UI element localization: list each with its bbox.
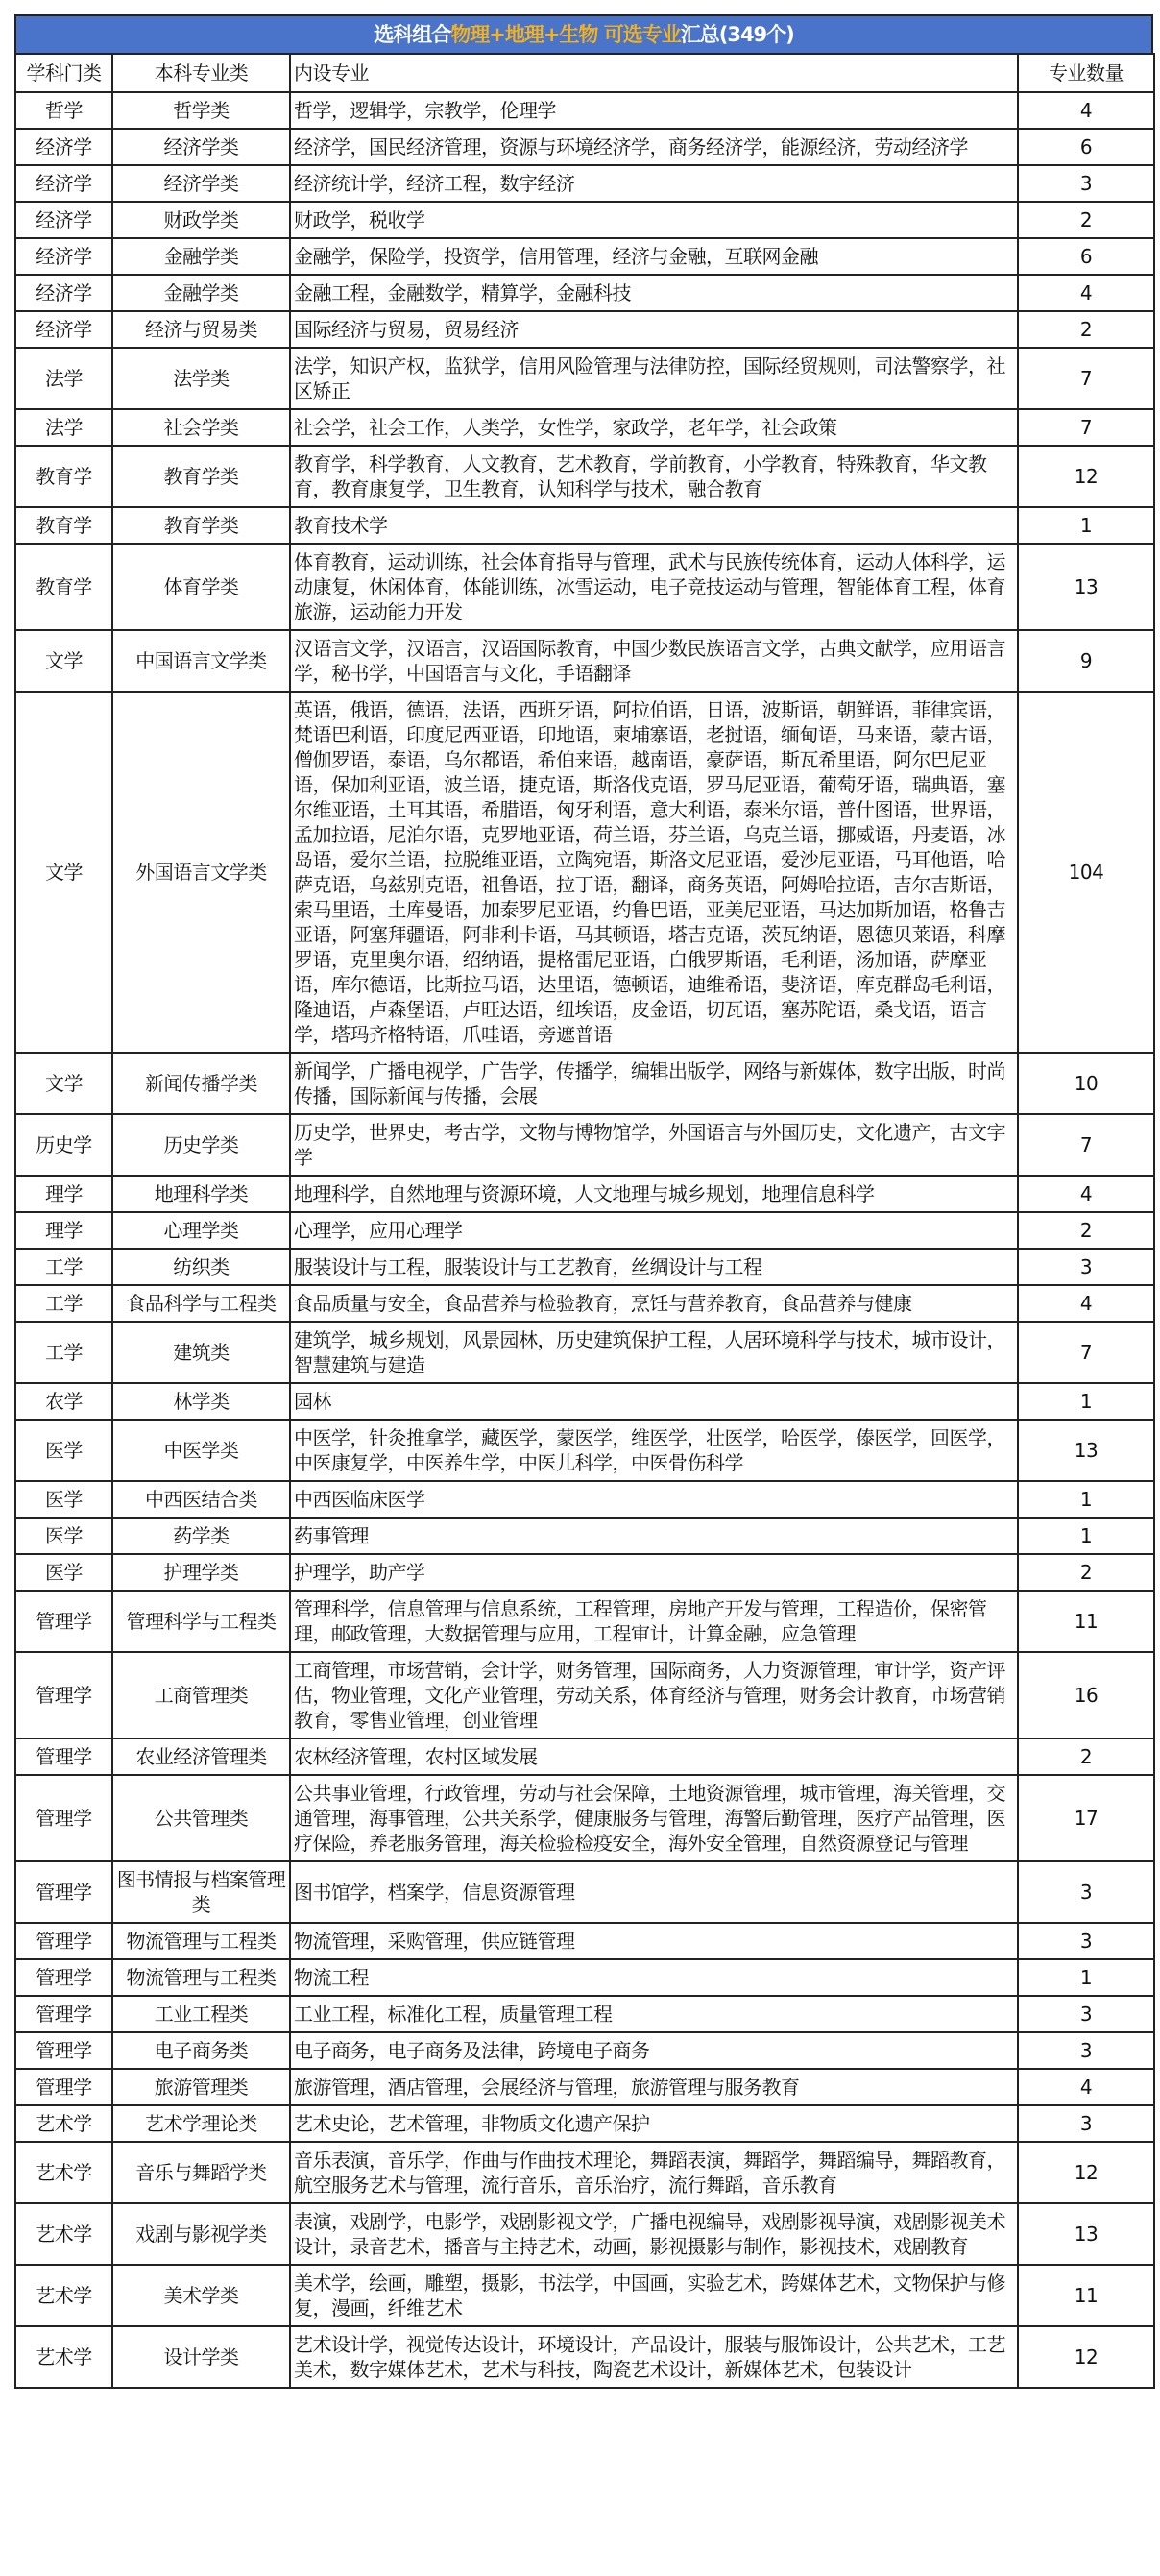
major-class-cell: 工商管理类 <box>112 1652 290 1738</box>
majors-cell: 工商管理，市场营销，会计学，财务管理，国际商务，人力资源管理，审计学，资产评估，物业管理，文化产业管理，劳动关系，体育经济与管理，财务会计教育，市场营销教育，零售业管理，创业管理 <box>290 1652 1018 1738</box>
discipline-cell: 管理学 <box>15 1861 112 1923</box>
discipline-cell: 管理学 <box>15 1775 112 1861</box>
discipline-cell: 医学 <box>15 1481 112 1518</box>
major-class-cell: 法学类 <box>112 348 290 409</box>
discipline-cell: 工学 <box>15 1322 112 1383</box>
header-discipline: 学科门类 <box>15 54 112 92</box>
discipline-cell: 管理学 <box>15 1996 112 2032</box>
count-cell: 13 <box>1018 544 1154 630</box>
header-majors: 内设专业 <box>290 54 1018 92</box>
count-cell: 1 <box>1018 1481 1154 1518</box>
table-row <box>15 165 1154 202</box>
discipline-cell: 文学 <box>15 692 112 1053</box>
count-cell: 2 <box>1018 1738 1154 1775</box>
discipline-cell: 文学 <box>15 1053 112 1114</box>
majors-cell: 中西医临床医学 <box>290 1481 1018 1518</box>
majors-cell: 工业工程，标准化工程，质量管理工程 <box>290 1996 1018 2032</box>
discipline-cell: 哲学 <box>15 92 112 129</box>
table-row <box>15 2032 1154 2069</box>
table-row <box>15 1481 1154 1518</box>
count-cell: 11 <box>1018 2265 1154 2326</box>
discipline-cell: 经济学 <box>15 165 112 202</box>
count-cell: 7 <box>1018 1322 1154 1383</box>
table-row <box>15 1420 1154 1481</box>
major-class-cell: 管理科学与工程类 <box>112 1591 290 1652</box>
major-class-cell: 外国语言文学类 <box>112 692 290 1053</box>
major-class-cell: 财政学类 <box>112 202 290 238</box>
count-cell: 13 <box>1018 2203 1154 2265</box>
title-suffix: 汇总(349个) <box>680 23 794 46</box>
table-row <box>15 1738 1154 1775</box>
table-row <box>15 1322 1154 1383</box>
majors-cell: 体育教育，运动训练，社会体育指导与管理，武术与民族传统体育，运动人体科学，运动康复，休闲体育，体能训练，冰雪运动，电子竞技运动与管理，智能体育工程，体育旅游，运动能力开发 <box>290 544 1018 630</box>
count-cell: 7 <box>1018 409 1154 446</box>
major-class-cell: 农业经济管理类 <box>112 1738 290 1775</box>
majors-summary-sheet <box>14 14 1153 2389</box>
discipline-cell: 医学 <box>15 1554 112 1591</box>
table-row <box>15 2203 1154 2265</box>
table-row <box>15 2069 1154 2105</box>
major-class-cell: 戏剧与影视学类 <box>112 2203 290 2265</box>
count-cell: 3 <box>1018 1996 1154 2032</box>
major-class-cell: 经济学类 <box>112 129 290 165</box>
table-row <box>15 2326 1154 2388</box>
discipline-cell: 管理学 <box>15 1923 112 1959</box>
discipline-cell: 艺术学 <box>15 2203 112 2265</box>
count-cell: 7 <box>1018 1114 1154 1176</box>
majors-cell: 园林 <box>290 1383 1018 1420</box>
count-cell: 3 <box>1018 1923 1154 1959</box>
title-prefix: 选科组合 <box>374 23 451 46</box>
discipline-cell: 艺术学 <box>15 2326 112 2388</box>
table-row <box>15 348 1154 409</box>
count-cell: 6 <box>1018 238 1154 275</box>
major-class-cell: 护理学类 <box>112 1554 290 1591</box>
discipline-cell: 经济学 <box>15 202 112 238</box>
count-cell: 6 <box>1018 129 1154 165</box>
count-cell: 1 <box>1018 1383 1154 1420</box>
count-cell: 4 <box>1018 1176 1154 1212</box>
table-row <box>15 275 1154 311</box>
discipline-cell: 管理学 <box>15 1591 112 1652</box>
discipline-cell: 艺术学 <box>15 2142 112 2203</box>
major-class-cell: 经济学类 <box>112 165 290 202</box>
major-class-cell: 金融学类 <box>112 238 290 275</box>
major-class-cell: 纺织类 <box>112 1249 290 1285</box>
majors-cell: 美术学，绘画，雕塑，摄影，书法学，中国画，实验艺术，跨媒体艺术，文物保护与修复，漫画，纤维艺术 <box>290 2265 1018 2326</box>
major-class-cell: 经济与贸易类 <box>112 311 290 348</box>
table-row <box>15 446 1154 507</box>
count-cell: 1 <box>1018 1518 1154 1554</box>
count-cell: 13 <box>1018 1420 1154 1481</box>
table-row <box>15 1554 1154 1591</box>
major-class-cell: 艺术学理论类 <box>112 2105 290 2142</box>
table-row <box>15 2142 1154 2203</box>
major-class-cell: 教育学类 <box>112 507 290 544</box>
discipline-cell: 医学 <box>15 1518 112 1554</box>
count-cell: 2 <box>1018 1554 1154 1591</box>
majors-cell: 电子商务，电子商务及法律，跨境电子商务 <box>290 2032 1018 2069</box>
majors-cell: 管理科学，信息管理与信息系统，工程管理，房地产开发与管理，工程造价，保密管理，邮政管理，大数据管理与应用，工程审计，计算金融，应急管理 <box>290 1591 1018 1652</box>
count-cell: 1 <box>1018 1959 1154 1996</box>
major-class-cell: 电子商务类 <box>112 2032 290 2069</box>
table-row <box>15 1176 1154 1212</box>
table-row <box>15 544 1154 630</box>
majors-cell: 旅游管理，酒店管理，会展经济与管理，旅游管理与服务教育 <box>290 2069 1018 2105</box>
count-cell: 4 <box>1018 2069 1154 2105</box>
major-class-cell: 社会学类 <box>112 409 290 446</box>
majors-cell: 经济统计学，经济工程，数字经济 <box>290 165 1018 202</box>
major-class-cell: 金融学类 <box>112 275 290 311</box>
table-row <box>15 129 1154 165</box>
majors-cell: 国际经济与贸易，贸易经济 <box>290 311 1018 348</box>
table-row <box>15 92 1154 129</box>
discipline-cell: 管理学 <box>15 2069 112 2105</box>
majors-cell: 金融学，保险学，投资学，信用管理，经济与金融，互联网金融 <box>290 238 1018 275</box>
table-row <box>15 1518 1154 1554</box>
majors-cell: 物流管理，采购管理，供应链管理 <box>290 1923 1018 1959</box>
discipline-cell: 经济学 <box>15 275 112 311</box>
count-cell: 12 <box>1018 2326 1154 2388</box>
discipline-cell: 管理学 <box>15 1738 112 1775</box>
count-cell: 16 <box>1018 1652 1154 1738</box>
discipline-cell: 理学 <box>15 1176 112 1212</box>
count-cell: 3 <box>1018 165 1154 202</box>
discipline-cell: 理学 <box>15 1212 112 1249</box>
count-cell: 1 <box>1018 507 1154 544</box>
major-class-cell: 音乐与舞蹈学类 <box>112 2142 290 2203</box>
majors-cell: 社会学，社会工作，人类学，女性学，家政学，老年学，社会政策 <box>290 409 1018 446</box>
discipline-cell: 法学 <box>15 348 112 409</box>
discipline-cell: 教育学 <box>15 544 112 630</box>
table-row <box>15 1383 1154 1420</box>
count-cell: 104 <box>1018 692 1154 1053</box>
count-cell: 9 <box>1018 630 1154 692</box>
table-row <box>15 1861 1154 1923</box>
table-row <box>15 1114 1154 1176</box>
count-cell: 10 <box>1018 1053 1154 1114</box>
majors-cell: 公共事业管理，行政管理，劳动与社会保障，土地资源管理，城市管理，海关管理，交通管理，海事管理，公共关系学，健康服务与管理，海警后勤管理，医疗产品管理，医疗保险，养老服务管理，海关检验检疫安全，海外安全管理，自然资源登记与管理 <box>290 1775 1018 1861</box>
table-row <box>15 1212 1154 1249</box>
major-class-cell: 药学类 <box>112 1518 290 1554</box>
majors-cell: 食品质量与安全，食品营养与检验教育，烹饪与营养教育，食品营养与健康 <box>290 1285 1018 1322</box>
discipline-cell: 历史学 <box>15 1114 112 1176</box>
majors-cell: 护理学，助产学 <box>290 1554 1018 1591</box>
discipline-cell: 法学 <box>15 409 112 446</box>
table-row <box>15 1923 1154 1959</box>
discipline-cell: 医学 <box>15 1420 112 1481</box>
major-class-cell: 哲学类 <box>112 92 290 129</box>
table-title <box>14 14 1153 53</box>
majors-cell: 地理科学，自然地理与资源环境，人文地理与城乡规划，地理信息科学 <box>290 1176 1018 1212</box>
majors-cell: 汉语言文学，汉语言，汉语国际教育，中国少数民族语言文学，古典文献学，应用语言学，秘书学，中国语言与文化，手语翻译 <box>290 630 1018 692</box>
table-row <box>15 1591 1154 1652</box>
count-cell: 12 <box>1018 2142 1154 2203</box>
major-class-cell: 物流管理与工程类 <box>112 1959 290 1996</box>
table-row <box>15 1996 1154 2032</box>
major-class-cell: 体育学类 <box>112 544 290 630</box>
discipline-cell: 艺术学 <box>15 2265 112 2326</box>
table-row <box>15 1959 1154 1996</box>
table-row <box>15 1652 1154 1738</box>
count-cell: 2 <box>1018 311 1154 348</box>
major-class-cell: 教育学类 <box>112 446 290 507</box>
discipline-cell: 经济学 <box>15 129 112 165</box>
major-class-cell: 图书情报与档案管理类 <box>112 1861 290 1923</box>
major-class-cell: 历史学类 <box>112 1114 290 1176</box>
table-row <box>15 1775 1154 1861</box>
table-row <box>15 1285 1154 1322</box>
table-row <box>15 507 1154 544</box>
majors-cell: 教育技术学 <box>290 507 1018 544</box>
count-cell: 3 <box>1018 2032 1154 2069</box>
count-cell: 4 <box>1018 275 1154 311</box>
majors-cell: 物流工程 <box>290 1959 1018 1996</box>
header-row <box>15 54 1154 92</box>
majors-cell: 教育学，科学教育，人文教育，艺术教育，学前教育，小学教育，特殊教育，华文教育，教育康复学，卫生教育，认知科学与技术，融合教育 <box>290 446 1018 507</box>
majors-cell: 图书馆学，档案学，信息资源管理 <box>290 1861 1018 1923</box>
major-class-cell: 食品科学与工程类 <box>112 1285 290 1322</box>
majors-cell: 经济学，国民经济管理，资源与环境经济学，商务经济学，能源经济，劳动经济学 <box>290 129 1018 165</box>
major-class-cell: 旅游管理类 <box>112 2069 290 2105</box>
discipline-cell: 工学 <box>15 1249 112 1285</box>
count-cell: 17 <box>1018 1775 1154 1861</box>
majors-cell: 建筑学，城乡规划，风景园林，历史建筑保护工程，人居环境科学与技术，城市设计，智慧建筑与建造 <box>290 1322 1018 1383</box>
discipline-cell: 经济学 <box>15 238 112 275</box>
major-class-cell: 公共管理类 <box>112 1775 290 1861</box>
count-cell: 4 <box>1018 1285 1154 1322</box>
count-cell: 12 <box>1018 446 1154 507</box>
table-row <box>15 2105 1154 2142</box>
majors-table <box>14 53 1155 2389</box>
majors-cell: 心理学，应用心理学 <box>290 1212 1018 1249</box>
count-cell: 2 <box>1018 1212 1154 1249</box>
majors-cell: 法学，知识产权，监狱学，信用风险管理与法律防控，国际经贸规则，司法警察学，社区矫正 <box>290 348 1018 409</box>
discipline-cell: 文学 <box>15 630 112 692</box>
majors-cell: 哲学，逻辑学，宗教学，伦理学 <box>290 92 1018 129</box>
title-highlight: 物理+地理+生物 可选专业 <box>450 23 681 46</box>
count-cell: 2 <box>1018 202 1154 238</box>
major-class-cell: 中医学类 <box>112 1420 290 1481</box>
count-cell: 7 <box>1018 348 1154 409</box>
major-class-cell: 美术学类 <box>112 2265 290 2326</box>
discipline-cell: 管理学 <box>15 1652 112 1738</box>
table-row <box>15 630 1154 692</box>
majors-cell: 金融工程，金融数学，精算学，金融科技 <box>290 275 1018 311</box>
majors-cell: 药事管理 <box>290 1518 1018 1554</box>
discipline-cell: 管理学 <box>15 1959 112 1996</box>
count-cell: 11 <box>1018 1591 1154 1652</box>
discipline-cell: 工学 <box>15 1285 112 1322</box>
major-class-cell: 中国语言文学类 <box>112 630 290 692</box>
majors-cell: 英语，俄语，德语，法语，西班牙语，阿拉伯语，日语，波斯语，朝鲜语，菲律宾语，梵语巴利语，印度尼西亚语，印地语，柬埔寨语，老挝语，缅甸语，马来语，蒙古语，僧伽罗语，泰语，乌尔都语，希伯来语，越南语，豪萨语，斯瓦希里语，阿尔巴尼亚语，保加利亚语，波兰语，捷克语，斯洛伐克语，罗马尼亚语，葡萄牙语，瑞典语，塞尔维亚语，土耳其语，希腊语，匈牙利语，意大利语，泰米尔语，普什图语，世界语，孟加拉语，尼泊尔语，克罗地亚语，荷兰语，芬兰语，乌克兰语，挪威语，丹麦语，冰岛语，爱尔兰语，拉脱维亚语，立陶宛语，斯洛文尼亚语，爱沙尼亚语，马耳他语，哈萨克语，乌兹别克语，祖鲁语，拉丁语，翻译，商务英语，阿姆哈拉语，吉尔吉斯语，索马里语，土库曼语，加泰罗尼亚语，约鲁巴语，亚美尼亚语，马达加斯加语，格鲁吉亚语，阿塞拜疆语，阿非利卡语，马其顿语，塔吉克语，茨瓦纳语，恩德贝莱语，科摩罗语，克里奥尔语，绍纳语，提格雷尼亚语，白俄罗斯语，毛利语，汤加语，萨摩亚语，库尔德语，比斯拉马语，达里语，德顿语，迪维希语，斐济语，库克群岛毛利语，隆迪语，卢森堡语，卢旺达语，纽埃语，皮金语，切瓦语，塞苏陀语，桑戈语，语言学，塔玛齐格特语，爪哇语，旁遮普语 <box>290 692 1018 1053</box>
table-row <box>15 238 1154 275</box>
table-row <box>15 2265 1154 2326</box>
majors-cell: 中医学，针灸推拿学，藏医学，蒙医学，维医学，壮医学，哈医学，傣医学，回医学，中医康复学，中医养生学，中医儿科学，中医骨伤科学 <box>290 1420 1018 1481</box>
majors-cell: 音乐表演，音乐学，作曲与作曲技术理论，舞蹈表演，舞蹈学，舞蹈编导，舞蹈教育，航空服务艺术与管理，流行音乐，音乐治疗，流行舞蹈，音乐教育 <box>290 2142 1018 2203</box>
major-class-cell: 建筑类 <box>112 1322 290 1383</box>
majors-cell: 新闻学，广播电视学，广告学，传播学，编辑出版学，网络与新媒体，数字出版，时尚传播，国际新闻与传播，会展 <box>290 1053 1018 1114</box>
table-row <box>15 1249 1154 1285</box>
count-cell: 3 <box>1018 1861 1154 1923</box>
major-class-cell: 物流管理与工程类 <box>112 1923 290 1959</box>
major-class-cell: 心理学类 <box>112 1212 290 1249</box>
major-class-cell: 地理科学类 <box>112 1176 290 1212</box>
discipline-cell: 农学 <box>15 1383 112 1420</box>
major-class-cell: 新闻传播学类 <box>112 1053 290 1114</box>
header-major-class: 本科专业类 <box>112 54 290 92</box>
table-row <box>15 311 1154 348</box>
major-class-cell: 设计学类 <box>112 2326 290 2388</box>
majors-cell: 服装设计与工程，服装设计与工艺教育，丝绸设计与工程 <box>290 1249 1018 1285</box>
discipline-cell: 经济学 <box>15 311 112 348</box>
majors-cell: 艺术设计学，视觉传达设计，环境设计，产品设计，服装与服饰设计，公共艺术，工艺美术，数字媒体艺术，艺术与科技，陶瓷艺术设计，新媒体艺术，包装设计 <box>290 2326 1018 2388</box>
header-count: 专业数量 <box>1018 54 1154 92</box>
majors-cell: 财政学，税收学 <box>290 202 1018 238</box>
table-row <box>15 1053 1154 1114</box>
majors-cell: 表演，戏剧学，电影学，戏剧影视文学，广播电视编导，戏剧影视导演，戏剧影视美术设计，录音艺术，播音与主持艺术，动画，影视摄影与制作，影视技术，戏剧教育 <box>290 2203 1018 2265</box>
discipline-cell: 艺术学 <box>15 2105 112 2142</box>
discipline-cell: 教育学 <box>15 446 112 507</box>
majors-cell: 农林经济管理，农村区域发展 <box>290 1738 1018 1775</box>
major-class-cell: 林学类 <box>112 1383 290 1420</box>
count-cell: 3 <box>1018 1249 1154 1285</box>
major-class-cell: 中西医结合类 <box>112 1481 290 1518</box>
discipline-cell: 教育学 <box>15 507 112 544</box>
major-class-cell: 工业工程类 <box>112 1996 290 2032</box>
count-cell: 3 <box>1018 2105 1154 2142</box>
majors-cell: 历史学，世界史，考古学，文物与博物馆学，外国语言与外国历史，文化遗产，古文字学 <box>290 1114 1018 1176</box>
majors-cell: 艺术史论，艺术管理，非物质文化遗产保护 <box>290 2105 1018 2142</box>
table-row <box>15 409 1154 446</box>
table-row <box>15 692 1154 1053</box>
discipline-cell: 管理学 <box>15 2032 112 2069</box>
count-cell: 4 <box>1018 92 1154 129</box>
table-row <box>15 202 1154 238</box>
